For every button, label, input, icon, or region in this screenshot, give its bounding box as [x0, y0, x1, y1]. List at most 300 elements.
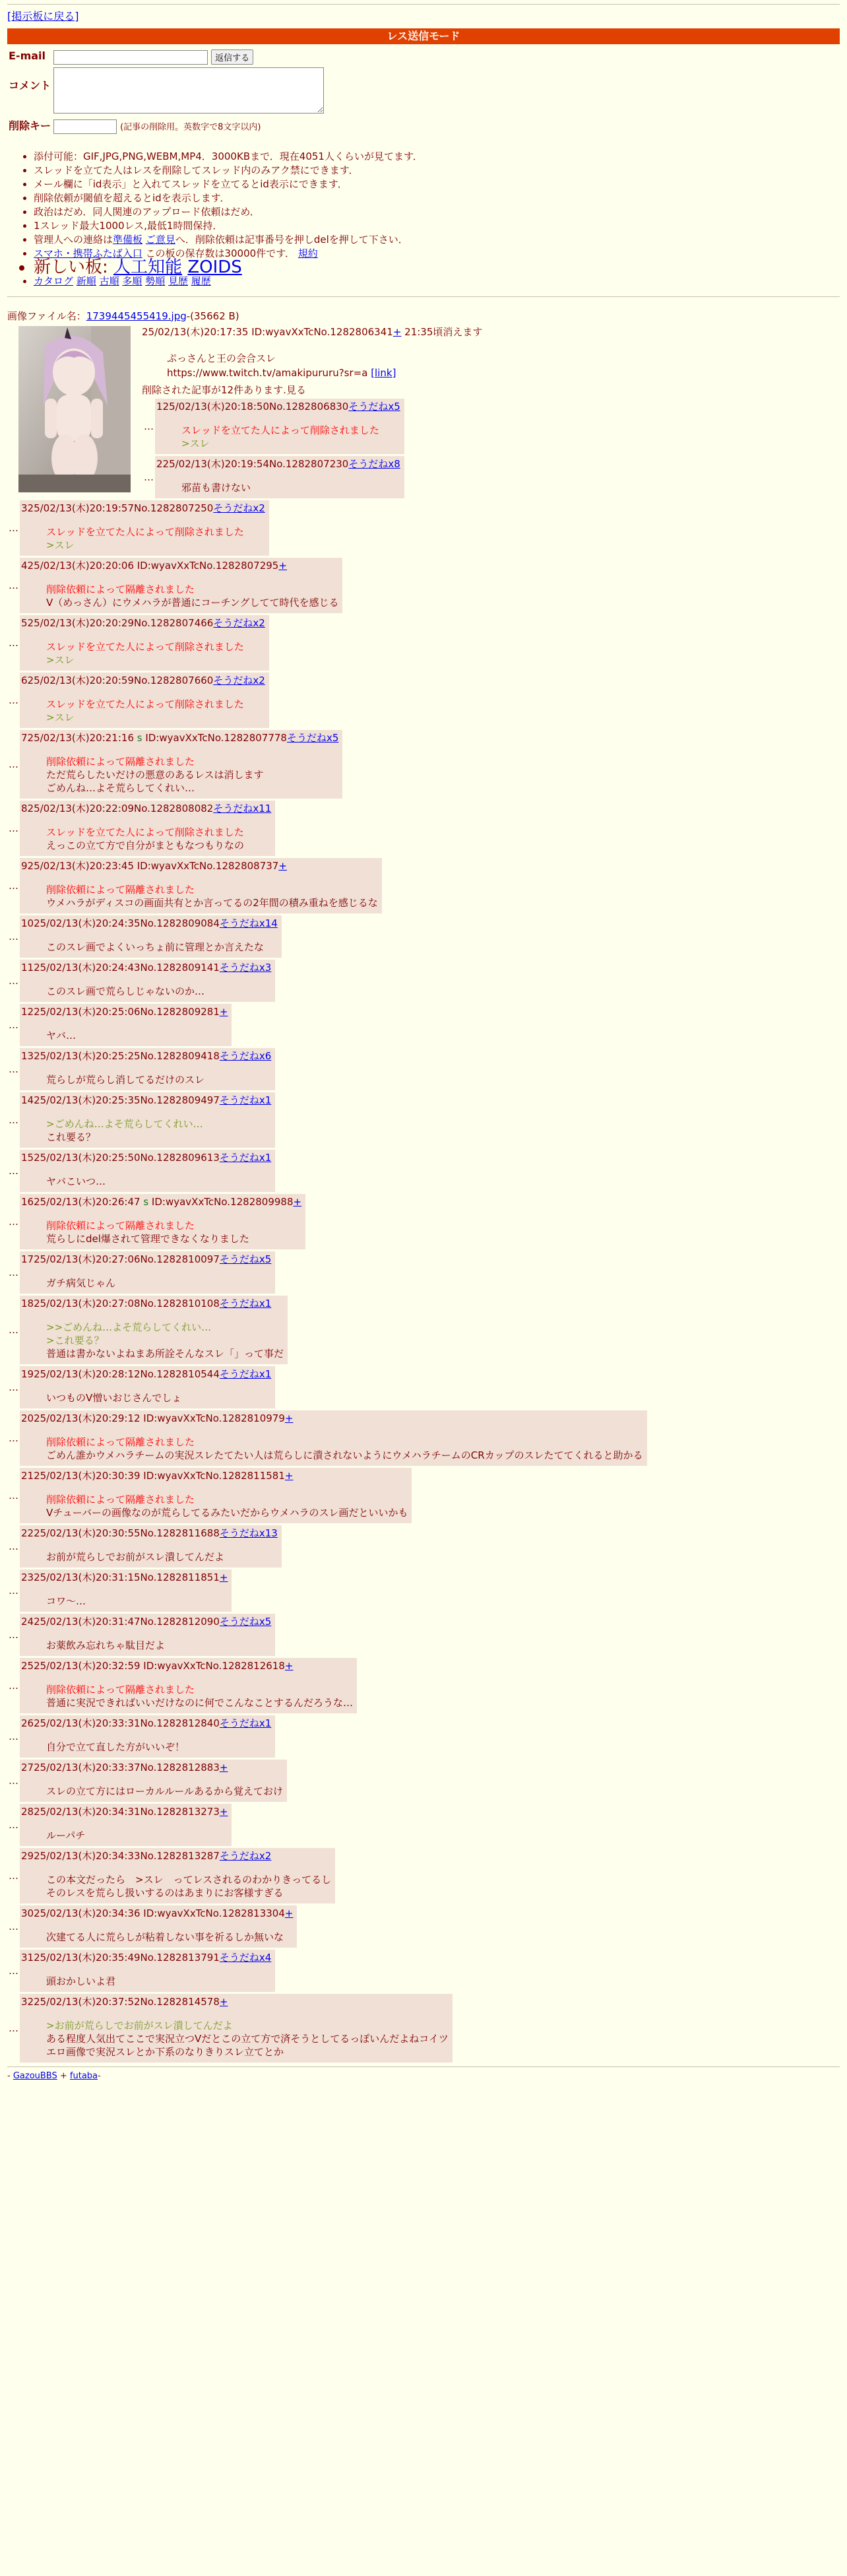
reply-marker: … [9, 1731, 18, 1743]
show-deleted-link[interactable]: 見る [286, 384, 306, 397]
reply-body [46, 583, 338, 609]
reply-line: そのレスを荒らし扱いするのはあまりにお客様すぎる [46, 1887, 284, 1899]
plus-button[interactable]: + [219, 1996, 228, 2008]
reply-line: これ要る？ [46, 1131, 96, 1144]
op-expire: 21:35頃消えます [401, 325, 483, 338]
reply-body [46, 1740, 271, 1754]
reply-header [21, 1615, 271, 1628]
reply-marker: … [9, 1432, 18, 1445]
reply-post [20, 1048, 275, 1090]
reply-meta: 1225/02/13(木)20:25:06No.1282809281 [21, 1006, 220, 1018]
reply-meta: 2325/02/13(木)20:31:15No.1282811851 [21, 1571, 220, 1584]
thread [7, 322, 840, 2063]
reply-header [21, 1049, 271, 1063]
reply-row [7, 1366, 840, 1408]
reply-row [7, 1905, 840, 1948]
reply-row [7, 1614, 840, 1656]
reply-post [20, 1715, 275, 1758]
rule-item: • スレッドを立てた人はレスを削除してスレッド内のみアク禁にできます． [34, 164, 840, 178]
reply-header [21, 802, 271, 815]
reply-line: いつものV憎いおじさんでしょ [46, 1392, 182, 1404]
reply-header [21, 559, 338, 572]
reply-marker: … [9, 522, 18, 535]
reply-line: エロ画像で実況スレとか下系のなりきりスレ立てとか [46, 2046, 284, 2059]
soudane-button[interactable]: そうだねx14 [219, 917, 278, 930]
file-size: -(35662 B) [186, 310, 239, 322]
deleted-note [142, 384, 840, 396]
terms-link[interactable]: 規約 [298, 247, 318, 259]
reply-line: 削除依頼によって隔離されました [46, 1684, 195, 1696]
reply-post [20, 1092, 275, 1148]
bottom-divider [7, 2066, 840, 2067]
reply-body [46, 1321, 284, 1360]
reply-line: この本文だったら >スレ ってレスされるのわかりきってるし [46, 1874, 332, 1886]
sort-links-item [34, 275, 840, 288]
reply-line: >スレ [181, 438, 210, 450]
reply-meta: 2025/02/13(木)20:29:12 ID:wyavXxTcNo.1282810979 [21, 1412, 285, 1425]
email-field[interactable] [53, 50, 208, 65]
reply-body [46, 1785, 283, 1798]
plus-button[interactable]: + [278, 560, 287, 572]
reply-header [21, 1297, 284, 1310]
reply-meta: 3125/02/13(木)20:35:49No.1282813791 [21, 1952, 220, 1964]
reply-line: 荒らしが荒らし消してるだけのスレ [46, 1074, 205, 1086]
reply-meta: 125/02/13(木)20:18:50No.1282806830 [156, 401, 349, 413]
reply-body [46, 1029, 228, 1042]
soudane-button[interactable]: そうだねx6 [219, 1050, 272, 1063]
reply-line: >お前が荒らしでお前がスレ潰してんだよ [46, 2020, 233, 2032]
reply-header [21, 1659, 353, 1672]
reply-marker: … [9, 822, 18, 835]
reply-row [142, 399, 840, 454]
reply-meta: 3025/02/13(木)20:34:36 ID:wyavXxTcNo.1282813304 [21, 1907, 285, 1920]
rule-item-admin [34, 233, 840, 247]
reply-header [21, 1805, 228, 1818]
reply-line: 邪苗も書けない [181, 482, 251, 494]
reply-post [20, 915, 282, 958]
reply-meta: 2725/02/13(木)20:33:37No.1282812883 [21, 1762, 220, 1774]
plus-button[interactable]: + [219, 1571, 228, 1584]
reply-meta: 825/02/13(木)20:22:09No.1282808082 [21, 803, 214, 815]
reply-row [7, 1468, 840, 1523]
reply-post [20, 1194, 305, 1249]
reply-header [21, 917, 278, 930]
reply-post [20, 500, 269, 556]
reply-header [156, 457, 400, 471]
reply-post [20, 1658, 357, 1713]
reply-header [21, 1995, 449, 2008]
reply-line: >>ごめんね…よそ荒らしてくれい… [46, 1321, 212, 1334]
catalog-link[interactable]: カタログ [34, 275, 74, 287]
reply-row [7, 1569, 840, 1612]
reply-row [7, 1150, 840, 1192]
reply-row [7, 615, 840, 671]
reply-body [46, 1117, 271, 1144]
reply-meta: 1325/02/13(木)20:25:25No.1282809418 [21, 1050, 220, 1063]
soudane-button[interactable]: そうだねx5 [219, 1253, 272, 1266]
reply-line: 自分で立て直した方がいいぞ！ [46, 1741, 185, 1754]
reply-row [7, 1950, 840, 1992]
reply-marker: … [9, 694, 18, 707]
reply-line: ウメハラがディスコの画面共有とか言ってるの2年間の積み重ねを感じるな [46, 897, 378, 909]
reply-header [21, 674, 265, 687]
reply-post [20, 615, 269, 671]
reply-header [21, 1849, 331, 1863]
reply-row [7, 1296, 840, 1364]
sort-old-link[interactable]: 古順 [99, 275, 119, 287]
back-to-board-link[interactable]: [掲示板に戻る] [7, 10, 79, 22]
reply-post [20, 1994, 453, 2063]
reply-post [155, 399, 404, 454]
comment-label: コメント [9, 79, 51, 92]
reply-line: 削除依頼によって隔離されました [46, 583, 195, 596]
reply-header [21, 1368, 271, 1381]
reply-meta: 1925/02/13(木)20:28:12No.1282810544 [21, 1368, 220, 1381]
reply-header [21, 859, 378, 873]
reply-line: コワ〜… [46, 1595, 86, 1608]
prep-board-link[interactable]: 準備板 [113, 233, 143, 246]
reply-line: 普通は書かないよねまあ所詮そんなスレ「」って事だ [46, 1348, 284, 1360]
op-link[interactable]: [link] [371, 367, 396, 380]
rule-item: • 政治はだめ．同人関連のアップロード依頼はだめ． [34, 205, 840, 219]
op-date: 25/02/13(木)20:17:35 ID:wyavXxTcNo.1282806341 [142, 325, 393, 338]
op-plus-link[interactable]: + [392, 325, 402, 338]
reply-line: お薬飲み忘れちゃ駄目だよ [46, 1639, 166, 1652]
footer-text: - [98, 2071, 101, 2082]
op-body [167, 351, 840, 380]
reply-body [46, 941, 278, 954]
reply-marker: … [9, 1267, 18, 1279]
reply-header [21, 1907, 293, 1920]
reply-header [21, 1005, 228, 1018]
reply-line: スレッドを立てた人によって削除されました [46, 826, 244, 839]
reply-header [21, 731, 338, 744]
soudane-button[interactable]: そうだねx11 [213, 803, 272, 815]
reply-line: >これ要る？ [46, 1335, 104, 1347]
reply-post [20, 1251, 275, 1294]
reply-meta: 1425/02/13(木)20:25:35No.1282809497 [21, 1094, 220, 1107]
reply-line: スレッドを立てた人によって削除されました [46, 641, 244, 653]
rules-list [7, 150, 840, 288]
reply-meta: 1625/02/13(木)20:26:47 [21, 1196, 141, 1208]
reply-meta: 525/02/13(木)20:20:29No.1282807466 [21, 617, 214, 630]
reply-marker: … [9, 1490, 18, 1502]
reply-post [20, 1150, 275, 1192]
reply-body [46, 1391, 271, 1404]
reply-header [21, 1094, 271, 1107]
reply-marker: … [9, 1965, 18, 1977]
reply-line: >スレ [46, 711, 75, 724]
reply-row [7, 1848, 840, 1903]
reply-post [20, 1468, 412, 1523]
delete-key-label: 削除キー [9, 119, 51, 132]
reply-marker: … [144, 420, 154, 433]
reply-meta: 2225/02/13(木)20:30:55No.1282811688 [21, 1527, 220, 1540]
reply-marker: … [9, 637, 18, 649]
reply-body [46, 826, 271, 852]
reply-header [21, 1195, 301, 1208]
reply-line: ある程度人気出てここで実況立つVだとこの立て方で済そうとしてるっぽいんだよねコイツ [46, 2033, 449, 2045]
soudane-button[interactable]: そうだねx2 [213, 675, 265, 687]
futaba-link[interactable]: futaba [69, 2071, 98, 2082]
reply-body [46, 985, 271, 998]
reply-meta: 1725/02/13(木)20:27:06No.1282810097 [21, 1253, 220, 1266]
reply-meta: 325/02/13(木)20:19:57No.1282807250 [21, 502, 214, 515]
reply-post [20, 673, 269, 728]
soudane-button[interactable]: そうだねx5 [286, 732, 339, 744]
thread-thumbnail[interactable] [18, 326, 131, 492]
reply-meta: 425/02/13(木)20:20:06 ID:wyavXxTcNo.1282807295 [21, 560, 279, 572]
reply-post [20, 1760, 287, 1802]
reply-row [7, 960, 840, 1002]
viewed-link[interactable]: 見歴 [168, 275, 188, 287]
reply-meta: 625/02/13(木)20:20:59No.1282807660 [21, 675, 214, 687]
sort-many-link[interactable]: 多順 [122, 275, 142, 287]
reply-line: ごめんね…よそ荒らしてくれい… [46, 782, 195, 795]
reply-body [46, 1493, 408, 1519]
reply-meta-id: ID:wyavXxTcNo.1282807778 [145, 732, 287, 744]
reply-post [20, 1569, 232, 1612]
reply-row [7, 730, 840, 799]
reply-row [7, 1994, 840, 2063]
comment-textarea[interactable] [53, 67, 324, 114]
rule-item: • 1スレッド最大1000レス,最低1時間保持． [34, 219, 840, 233]
email-label: E-mail [9, 49, 46, 62]
reply-line: 削除依頼によって隔離されました [46, 1220, 195, 1232]
reply-body [46, 755, 338, 795]
file-info [7, 310, 840, 322]
reply-row [7, 1715, 840, 1758]
reply-marker: … [9, 975, 18, 987]
reply-meta: 1525/02/13(木)20:25:50No.1282809613 [21, 1152, 220, 1164]
reply-line: ガチ病気じゃん [46, 1277, 116, 1290]
reply-body [46, 640, 265, 667]
reply-marker: … [9, 880, 18, 892]
reply-line: スレッドを立てた人によって削除されました [181, 424, 379, 437]
reply-header [21, 1412, 643, 1425]
reply-line: 削除依頼によって隔離されました [46, 756, 195, 768]
reply-line: このスレ画でよくいっちょ前に管理とか言えたな [46, 941, 265, 954]
reply-row [142, 456, 840, 498]
soudane-button[interactable]: そうだねx8 [348, 458, 400, 471]
reply-post [20, 801, 275, 856]
gazoubbs-link[interactable]: GazouBBS [13, 2071, 57, 2082]
reply-line: Vチューバーの画像なのが荒らしてるみたいだからウメハラのスレ画だといいかも [46, 1507, 408, 1519]
reply-row [7, 915, 840, 958]
soudane-button[interactable]: そうだねx5 [348, 401, 400, 413]
soudane-button[interactable]: そうだねx2 [219, 1850, 272, 1863]
reply-line: >スレ [46, 539, 75, 552]
file-link[interactable]: 1739445455419.jpg [86, 310, 187, 322]
sort-new-link[interactable]: 新順 [76, 275, 96, 287]
reply-line: ルーパチ [46, 1830, 86, 1842]
plus-button[interactable]: + [278, 860, 287, 873]
reply-form [7, 48, 325, 135]
soudane-button[interactable]: そうだねx1 [219, 1094, 272, 1107]
reply-line: えっこの立て方で自分がまともなつもりなの [46, 840, 245, 852]
footer [7, 2071, 840, 2084]
reply-marker: … [9, 1063, 18, 1076]
reply-header [21, 1761, 283, 1774]
reply-line: スレッドを立てた人によって削除されました [46, 698, 244, 711]
rule-item: • 削除依頼が閾値を超えるとidを表示します． [34, 191, 840, 205]
reply-body [46, 525, 265, 552]
reply-marker: … [9, 1921, 18, 1933]
reply-row [7, 1525, 840, 1568]
reply-marker: … [9, 1165, 18, 1177]
reply-body [46, 1436, 643, 1462]
back-nav [7, 10, 840, 23]
reply-body [46, 2019, 449, 2059]
reply-line: お前が荒らしでお前がスレ潰してんだよ [46, 1551, 225, 1564]
reply-meta: 1125/02/13(木)20:24:43No.1282809141 [21, 962, 220, 974]
reply-line: 普通に実況できればいいだけなのに何でこんなことするんだろうな… [46, 1697, 354, 1709]
plus-button[interactable]: + [219, 1762, 228, 1774]
reply-post [20, 558, 342, 613]
phone-entry-link[interactable]: スマホ・携帯ふたば入口 [34, 247, 142, 259]
reply-row [7, 1658, 840, 1713]
reply-header [21, 616, 265, 630]
soudane-button[interactable]: そうだねx1 [219, 1717, 272, 1730]
reply-line: >ごめんね…よそ荒らしてくれい… [46, 1118, 203, 1131]
soudane-button[interactable]: そうだねx1 [219, 1298, 272, 1310]
footer-text: - [7, 2071, 13, 2082]
reply-header [21, 502, 265, 515]
reply-line: このスレ画で荒らしじゃないのか… [46, 985, 205, 998]
reply-marker: … [9, 1114, 18, 1127]
reply-row [7, 673, 840, 728]
reply-row [7, 1760, 840, 1802]
top-divider [7, 4, 840, 5]
reply-body [46, 883, 378, 909]
reply-meta: 2625/02/13(木)20:33:31No.1282812840 [21, 1717, 220, 1730]
reply-line: ヤバこいつ… [46, 1175, 106, 1188]
new-board-item [34, 257, 840, 277]
submit-reply-button[interactable]: 返信する [211, 50, 253, 65]
reply-row [7, 1410, 840, 1466]
reply-header [21, 1951, 271, 1964]
plus-button[interactable]: + [284, 1907, 294, 1920]
reply-post [20, 1410, 647, 1466]
reply-marker: … [9, 758, 18, 771]
reply-body [46, 698, 265, 724]
reply-marker: … [9, 1381, 18, 1394]
reply-meta: 3225/02/13(木)20:37:52No.1282814578 [21, 1996, 220, 2008]
plus-button[interactable]: + [284, 1470, 294, 1482]
soudane-button[interactable]: そうだねx5 [219, 1616, 272, 1628]
reply-post [20, 1950, 275, 1992]
reply-body [46, 1639, 271, 1652]
reply-body [46, 1829, 228, 1842]
reply-marker: … [9, 1870, 18, 1882]
reply-marker: … [9, 1775, 18, 1787]
reply-header [21, 1717, 271, 1730]
reply-marker: … [9, 579, 18, 592]
reply-meta: 1825/02/13(木)20:27:08No.1282810108 [21, 1298, 220, 1310]
reply-line: 次建てる人に荒らしが粘着しない事を祈るしか無いな [46, 1931, 284, 1944]
rule-item: • メール欄に「id表示」と入れてスレッドを立てるとid表示にできます． [34, 178, 840, 191]
plus-button[interactable]: + [284, 1660, 294, 1672]
opinion-link[interactable]: ご意見 [145, 233, 175, 246]
reply-meta: 925/02/13(木)20:23:45 ID:wyavXxTcNo.1282808737 [21, 860, 279, 873]
reply-header [21, 1527, 278, 1540]
soudane-button[interactable]: そうだねx3 [219, 962, 272, 974]
reply-marker: … [144, 471, 154, 484]
reply-meta: 2825/02/13(木)20:34:31No.1282813273 [21, 1806, 220, 1818]
reply-meta: 2925/02/13(木)20:34:33No.1282813287 [21, 1850, 220, 1863]
plus-button[interactable]: + [219, 1006, 228, 1018]
reply-row [7, 1251, 840, 1294]
reply-row [7, 1804, 840, 1846]
reply-body [46, 1175, 271, 1188]
soudane-button[interactable]: そうだねx2 [213, 502, 265, 515]
history-link[interactable]: 履歴 [191, 275, 211, 287]
reply-marker: … [9, 931, 18, 943]
reply-header [21, 1571, 228, 1584]
reply-line: ごめん誰かウメハラチームの実況スレたてたい人は荒らしに潰されないようにウメハラチームのCRカップのスレたててくれると助かる [46, 1449, 643, 1462]
delete-key-field[interactable] [53, 119, 117, 134]
reply-marker: … [9, 1019, 18, 1032]
reply-post [20, 1614, 275, 1656]
rule-text: 管理人への連絡は [34, 233, 113, 246]
plus-button[interactable]: + [284, 1412, 294, 1425]
reply-row [7, 558, 840, 613]
reply-header [21, 1469, 408, 1482]
reply-meta: 2125/02/13(木)20:30:39 ID:wyavXxTcNo.1282811581 [21, 1470, 285, 1482]
soudane-button[interactable]: そうだねx4 [219, 1952, 272, 1964]
rule-text: この板の保存数は30000件です． [142, 247, 295, 259]
file-label: 画像ファイル名： [7, 310, 86, 322]
reply-body [181, 481, 400, 494]
reply-body [46, 1683, 353, 1709]
soudane-button[interactable]: そうだねx1 [219, 1152, 272, 1164]
reply-post [20, 1296, 288, 1364]
ai-board-link[interactable]: 人工知能 [113, 257, 183, 277]
reply-row [7, 858, 840, 913]
deleted-note-text: 削除された記事が12件あります. [142, 384, 286, 397]
reply-marker: … [9, 1629, 18, 1641]
reply-meta: 1025/02/13(木)20:24:35No.1282809084 [21, 917, 220, 930]
reply-line: >スレ [46, 654, 75, 667]
soudane-button[interactable]: そうだねx13 [219, 1527, 278, 1540]
reply-meta: 225/02/13(木)20:19:54No.1282807230 [156, 458, 349, 471]
reply-marker: … [9, 1585, 18, 1597]
reply-line: スレの立て方にはローカルルールあるから覚えておけ [46, 1785, 284, 1798]
soudane-button[interactable]: そうだねx2 [213, 617, 265, 630]
reply-meta: 725/02/13(木)20:21:16 [21, 732, 134, 744]
soudane-button[interactable]: そうだねx1 [219, 1368, 272, 1381]
reply-header [156, 400, 400, 413]
reply-post [20, 960, 275, 1002]
plus-button[interactable]: + [219, 1806, 228, 1818]
reply-mark: s [143, 1196, 149, 1208]
sort-momentum-link[interactable]: 勢順 [145, 275, 166, 287]
reply-row [7, 1194, 840, 1249]
reply-line: 荒らしにdel爆されて管理できなくなりました [46, 1233, 249, 1245]
rule-item: • 添付可能：GIF,JPG,PNG,WEBM,MP4．3000KBまで．現在4051人くらいが見てます． [34, 150, 840, 164]
op-url: https://www.twitch.tv/amakipururu?sr=a [167, 367, 371, 380]
reply-marker: … [9, 1819, 18, 1832]
zoids-board-link[interactable]: ZOIDS [187, 257, 242, 277]
plus-button[interactable]: + [293, 1196, 302, 1208]
reply-marker: … [9, 1324, 18, 1337]
reply-body [46, 1550, 278, 1564]
reply-post [20, 1525, 282, 1568]
reply-post [20, 1848, 335, 1903]
reply-row [7, 1048, 840, 1090]
new-board-label: 新しい板: [34, 257, 114, 277]
delete-key-note: (記事の削除用。英数字で8文字以内) [120, 122, 261, 133]
